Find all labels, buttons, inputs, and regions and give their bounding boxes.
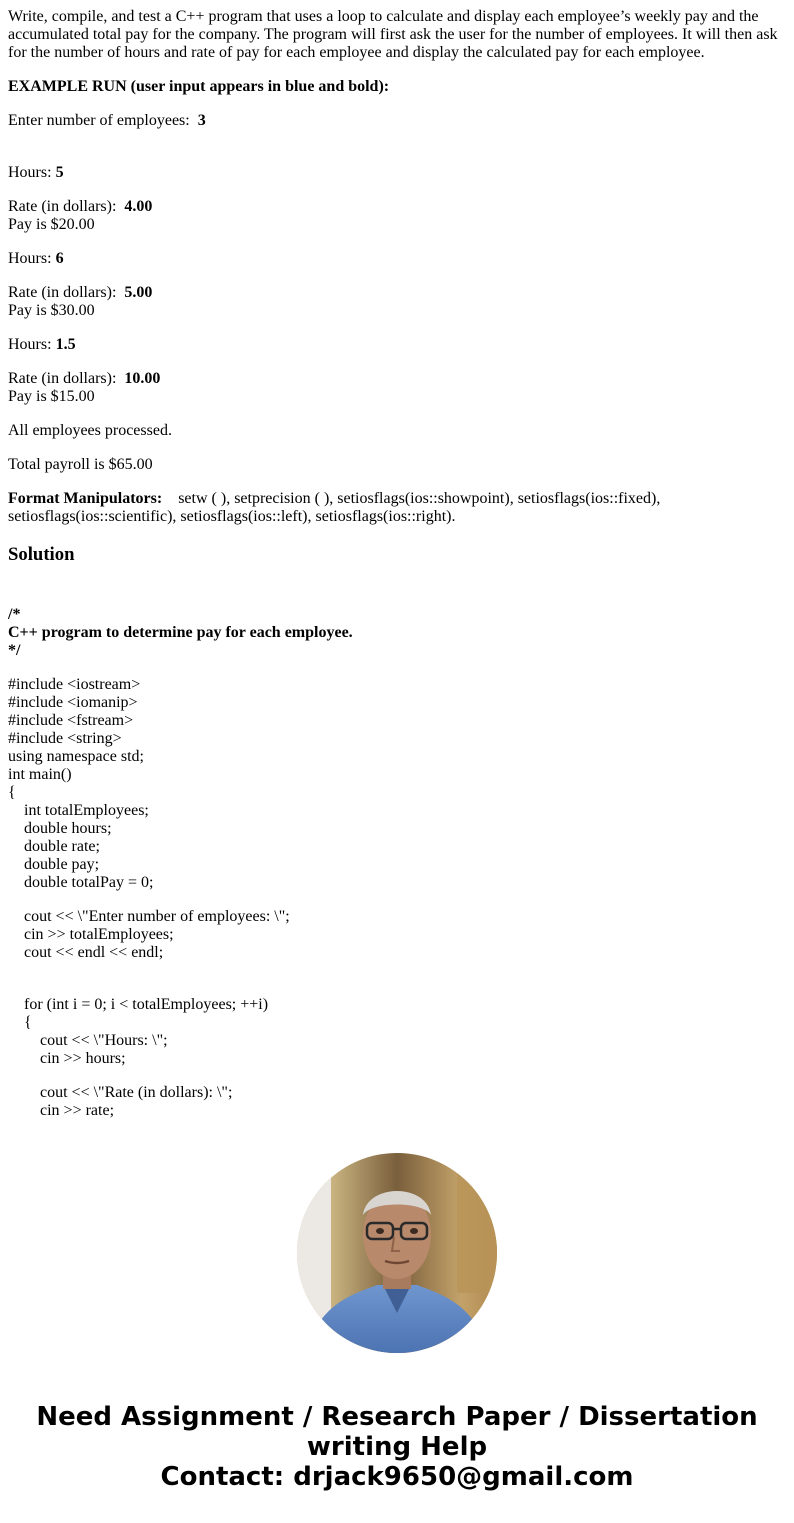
pay-line-3: Pay is $15.00 bbox=[8, 388, 95, 405]
rate-line-3: Rate (in dollars): 10.00 bbox=[8, 370, 161, 387]
code-line: { bbox=[8, 1014, 32, 1031]
format-manipulators: Format Manipulators: setw ( ), setprecision ( ), setiosflags(ios::showpoint), setiosflags(ios::fixed), setiosflags(ios::scientific), setiosflags(ios::left), setiosflags(ios::right). bbox=[8, 490, 661, 525]
code-line: double rate; bbox=[8, 838, 100, 855]
code-line: cout << \"Hours: \"; bbox=[8, 1032, 168, 1049]
code-block-4 bbox=[8, 1084, 788, 1120]
code-line: #include <iostream> bbox=[8, 676, 141, 693]
all-processed-line: All employees processed. bbox=[8, 422, 172, 439]
comment-line: C++ program to determine pay for each employee. bbox=[8, 624, 353, 641]
code-line: #include <string> bbox=[8, 730, 122, 747]
code-line: for (int i = 0; i < totalEmployees; ++i) bbox=[8, 996, 269, 1013]
code-line: #include <fstream> bbox=[8, 712, 134, 729]
code-block-3 bbox=[8, 996, 788, 1068]
comment-line: */ bbox=[8, 642, 21, 659]
hours-line-3: Hours: 1.5 bbox=[8, 336, 76, 353]
intro-paragraph: Write, compile, and test a C++ program that uses a loop to calculate and display each employee’s weekly pay and the accumulated total pay for the company. The program will first ask the user for the number of employees. It will then ask for the number of hours and rate of pay for each employee and display the calculated pay for each employee. bbox=[8, 8, 778, 61]
code-line: cout << endl << endl; bbox=[8, 944, 164, 961]
comment-line: /* bbox=[8, 606, 21, 623]
code-line: cin >> rate; bbox=[8, 1102, 115, 1119]
code-block-1 bbox=[8, 676, 788, 892]
code-line: int totalEmployees; bbox=[8, 802, 149, 819]
portrait-image bbox=[297, 1153, 497, 1353]
solution-heading: Solution bbox=[8, 544, 75, 565]
code-line: double hours; bbox=[8, 820, 112, 837]
footer-line-1: Need Assignment / Research Paper / Dissertation bbox=[36, 1402, 758, 1432]
code-line: double totalPay = 0; bbox=[8, 874, 154, 891]
code-line: cout << \"Enter number of employees: \"; bbox=[8, 908, 290, 925]
total-payroll-line: Total payroll is $65.00 bbox=[8, 456, 153, 473]
example-heading: EXAMPLE RUN (user input appears in blue and bold): bbox=[8, 78, 390, 95]
document-body bbox=[8, 8, 788, 1120]
code-line: int main() bbox=[8, 766, 72, 783]
code-line: using namespace std; bbox=[8, 748, 144, 765]
code-line: { bbox=[8, 784, 16, 801]
code-line: double pay; bbox=[8, 856, 100, 873]
code-block-2 bbox=[8, 908, 788, 962]
hours-line-1: Hours: 5 bbox=[8, 164, 64, 181]
hours-line-2: Hours: 6 bbox=[8, 250, 64, 267]
employees-prompt-line: Enter number of employees: 3 bbox=[8, 112, 206, 129]
footer-contact: Contact: drjack9650@gmail.com bbox=[160, 1462, 634, 1492]
code-line: cout << \"Rate (in dollars): \"; bbox=[8, 1084, 233, 1101]
rate-line-2: Rate (in dollars): 5.00 bbox=[8, 284, 153, 301]
code-comment bbox=[8, 606, 788, 660]
author-photo bbox=[297, 1153, 497, 1353]
pay-line-1: Pay is $20.00 bbox=[8, 216, 95, 233]
footer-line-2: writing Help bbox=[306, 1432, 488, 1462]
code-line: #include <iomanip> bbox=[8, 694, 138, 711]
pay-line-2: Pay is $30.00 bbox=[8, 302, 95, 319]
code-line: cin >> totalEmployees; bbox=[8, 926, 174, 943]
employees-input-value: 3 bbox=[197, 112, 206, 129]
rate-line-1: Rate (in dollars): 4.00 bbox=[8, 198, 153, 215]
promo-footer bbox=[0, 1402, 794, 1492]
code-line: cin >> hours; bbox=[8, 1050, 126, 1067]
